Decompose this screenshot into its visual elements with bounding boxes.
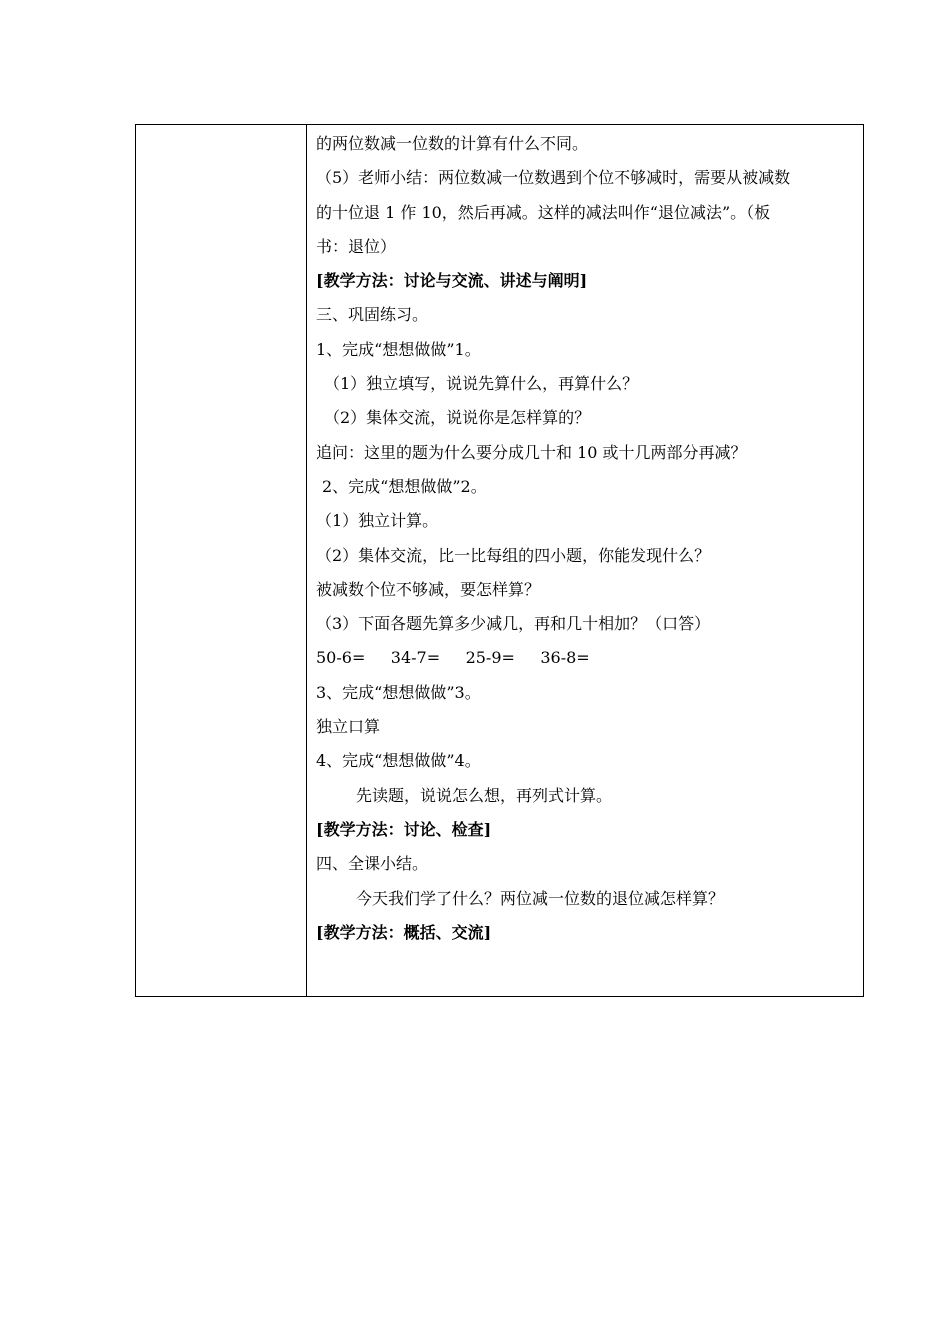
text-line: （5）老师小结：两位数减一位数遇到个位不够减时，需要从被减数 <box>316 168 791 188</box>
text-line: 被减数个位不够减，要怎样算？ <box>316 579 541 599</box>
exercise-item: 4、完成“想想做做”4。 <box>316 751 481 771</box>
text-line: （2）集体交流，说说你是怎样算的？ <box>324 408 591 428</box>
text-line: 先读题，说说怎么想，再列式计算。 <box>356 785 613 805</box>
method-note: [教学方法：讨论与交流、讲述与阐明] <box>316 271 588 291</box>
text-line: （2）集体交流，比一比每组的四小题，你能发现什么？ <box>316 545 711 565</box>
lesson-table <box>135 124 864 997</box>
text-line: 书：退位） <box>316 236 397 256</box>
table-content-cell <box>307 125 863 996</box>
text-line: 独立口算 <box>316 717 381 737</box>
section-heading: 三、巩固练习。 <box>316 305 429 325</box>
text-line: （3）下面各题先算多少减几，再和几十相加？（口答） <box>316 614 711 634</box>
exercise-item: 2、完成“想想做做”2。 <box>322 476 487 496</box>
math-problems: 50-6= 34-7= 25-9= 36-8= <box>316 648 590 668</box>
text-line: 的两位数减一位数的计算有什么不同。 <box>316 134 589 153</box>
text-line: 追问：这里的题为什么要分成几十和 10 或十几两部分再减？ <box>316 442 747 462</box>
text-line: 的十位退 1 作 10，然后再减。这样的减法叫作“退位减法”。（板 <box>316 202 771 222</box>
table-left-cell <box>136 125 307 996</box>
method-note: [教学方法：讨论、检查] <box>316 819 492 839</box>
exercise-item: 3、完成“想想做做”3。 <box>316 682 481 702</box>
text-line: 今天我们学了什么？两位减一位数的退位减怎样算？ <box>356 888 725 908</box>
method-note: [教学方法：概括、交流] <box>316 922 492 942</box>
text-line: （1）独立填写，说说先算什么，再算什么？ <box>324 374 639 394</box>
section-heading: 四、全课小结。 <box>316 854 429 874</box>
exercise-item: 1、完成“想想做做”1。 <box>316 339 481 359</box>
text-line: （1）独立计算。 <box>316 511 439 531</box>
